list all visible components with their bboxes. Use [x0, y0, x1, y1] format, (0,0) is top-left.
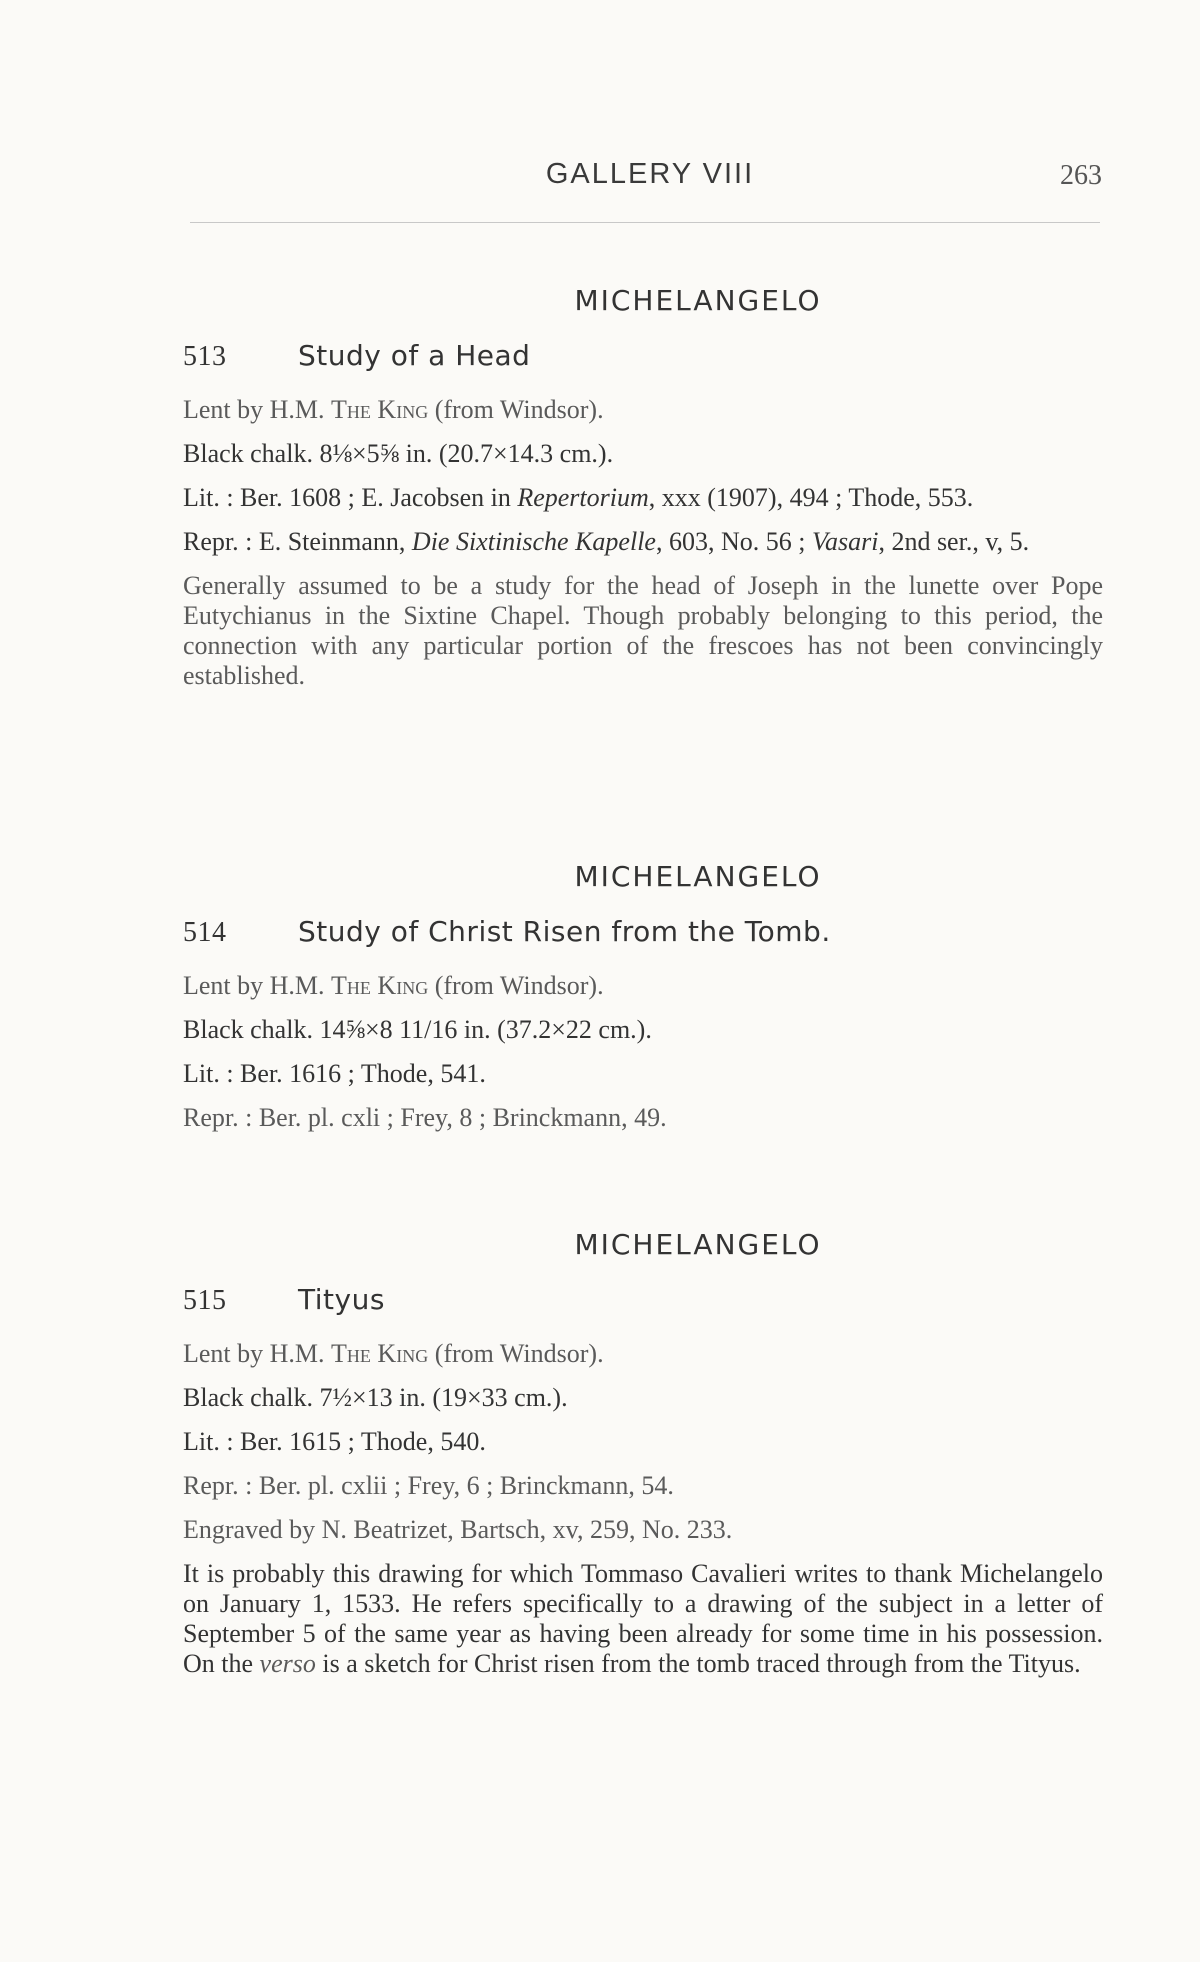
lender-line: [183, 971, 1103, 1001]
artist-heading: MICHELANGELO: [574, 860, 822, 893]
medium-line: Black chalk. 7½×13 in. (19×33 cm.).: [183, 1383, 568, 1412]
reproduction-italic-2: Vasari: [811, 527, 879, 556]
lender-line: [183, 1339, 1103, 1369]
note-italic: verso: [259, 1649, 316, 1678]
note-text-end: is a sketch for Christ risen from the tomb traced through from the Tityus.: [315, 1649, 1081, 1678]
entry-title-line: [183, 1283, 1103, 1317]
reproduction-text-mid: , 603, No. 56 ;: [655, 527, 812, 556]
reproduction-line: Repr. : Ber. pl. cxli ; Frey, 8 ; Brinckmann, 49.: [183, 1103, 667, 1132]
lender-suffix: (from Windsor).: [428, 1339, 604, 1368]
lender-prefix: Lent by H.M.: [183, 971, 332, 1000]
note-text: It is probably this drawing for which Tommaso Cavalieri writes to thank Michelangelo on January 1, 1533. He refers specifically to a drawing of the subject in a letter of September 5 of the same year as having been already for some time in his possession. On the: [183, 1559, 1103, 1678]
reproduction-text-end: , 2nd ser., v, 5.: [878, 527, 1030, 556]
entry-title-line: [183, 915, 1103, 949]
lender-king: The King: [331, 395, 429, 424]
lender-king: The King: [331, 1339, 429, 1368]
catalogue-entry-515: [183, 1228, 1103, 1679]
medium-line: Black chalk. 8⅛×5⅝ in. (20.7×14.3 cm.).: [183, 439, 614, 468]
running-head: [0, 158, 1200, 198]
lender-prefix: Lent by H.M.: [183, 395, 332, 424]
literature-text-end: , xxx (1907), 494 ; Thode, 553.: [648, 483, 974, 512]
entry-title: Study of a Head: [298, 339, 531, 372]
lender-prefix: Lent by H.M.: [183, 1339, 332, 1368]
engraved-line: Engraved by N. Beatrizet, Bartsch, xv, 259, No. 233.: [183, 1515, 733, 1544]
entry-number: 514: [183, 917, 227, 948]
catalogue-entry-513: [183, 284, 1103, 691]
lender-line: [183, 395, 1103, 425]
entry-note: [183, 1559, 1103, 1679]
entry-note: Generally assumed to be a study for the head of Joseph in the lunette over Pope Eutychianus in the Sixtine Chapel. Though probably belonging to this period, the connection with any particular portion of the frescoes has not been convincingly established.: [183, 571, 1103, 690]
lender-suffix: (from Windsor).: [428, 395, 604, 424]
artist-heading: MICHELANGELO: [574, 284, 822, 317]
running-title: GALLERY VIII: [545, 158, 755, 190]
page-number: 263: [1060, 160, 1102, 191]
lender-king: The King: [331, 971, 429, 1000]
literature-line: Lit. : Ber. 1616 ; Thode, 541.: [183, 1059, 486, 1088]
entry-number: 515: [183, 1285, 227, 1316]
header-rule: [190, 222, 1100, 223]
literature-line: [183, 483, 1103, 513]
literature-line: Lit. : Ber. 1615 ; Thode, 540.: [183, 1427, 486, 1456]
catalogue-entry-514: [183, 860, 1103, 1147]
literature-italic: Repertorium: [517, 483, 649, 512]
entry-title: Tityus: [298, 1283, 385, 1316]
entry-number: 513: [183, 341, 227, 372]
entry-title-line: [183, 339, 1103, 373]
reproduction-line: Repr. : Ber. pl. cxlii ; Frey, 6 ; Brinckmann, 54.: [183, 1471, 674, 1500]
artist-heading: MICHELANGELO: [574, 1228, 822, 1261]
literature-text: Lit. : Ber. 1608 ; E. Jacobsen in: [183, 483, 518, 512]
entry-title: Study of Christ Risen from the Tomb.: [298, 915, 831, 948]
medium-line: Black chalk. 14⅝×8 11/16 in. (37.2×22 cm.).: [183, 1015, 652, 1044]
reproduction-text: Repr. : E. Steinmann,: [183, 527, 412, 556]
reproduction-italic: Die Sixtinische Kapelle: [411, 527, 656, 556]
lender-suffix: (from Windsor).: [428, 971, 604, 1000]
reproduction-line: [183, 527, 1103, 557]
